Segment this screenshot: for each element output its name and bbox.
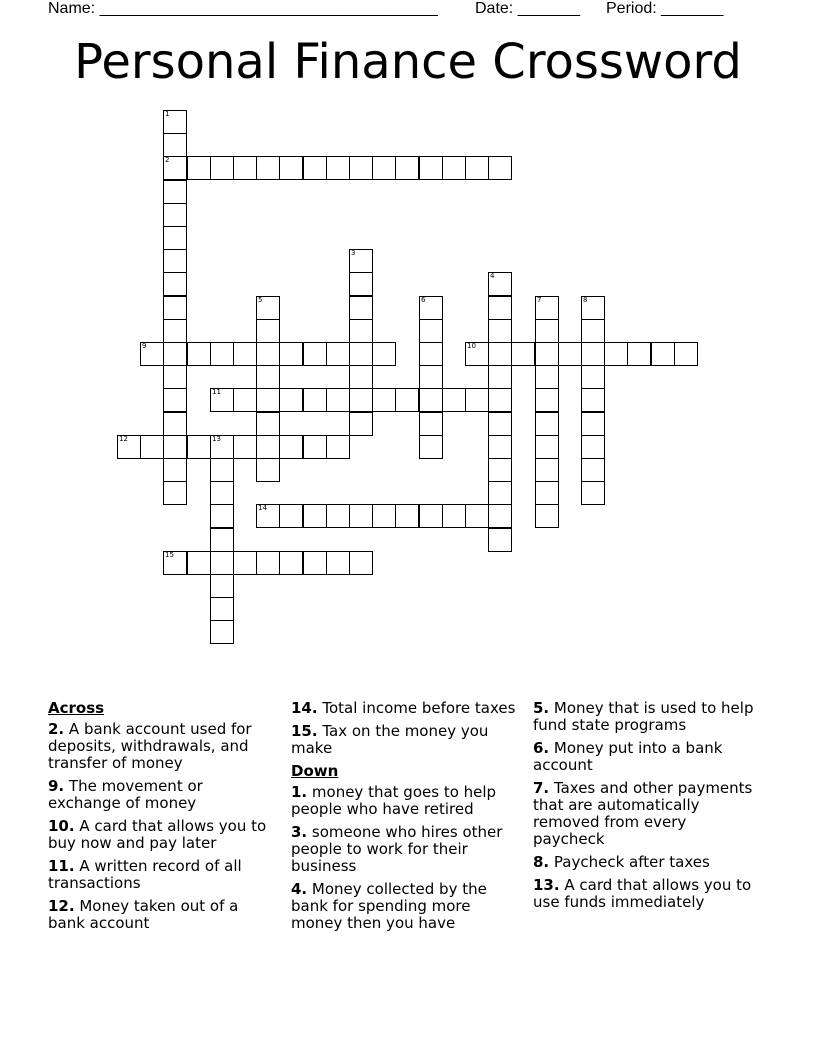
clue-text: A bank account used for deposits, withdrawals, and transfer of money: [48, 720, 252, 772]
clue-text: Money that is used to help fund state programs: [533, 699, 754, 734]
grid-cell[interactable]: [210, 388, 234, 412]
clue-number-label: 2.: [48, 720, 65, 738]
clue-number-label: 13.: [533, 876, 560, 894]
grid-cell[interactable]: [581, 435, 605, 459]
grid-cell[interactable]: [210, 528, 234, 552]
down-heading: Down: [291, 762, 339, 780]
page-title: Personal Finance Crossword: [74, 34, 742, 90]
grid-cell[interactable]: [535, 435, 559, 459]
grid-cell[interactable]: [256, 458, 280, 482]
grid-cell[interactable]: [419, 319, 443, 343]
grid-cell[interactable]: [326, 388, 350, 412]
clue-text: money that goes to help people who have retired: [291, 783, 497, 818]
date-field-label: Date: _______: [475, 0, 580, 17]
grid-cell[interactable]: [256, 319, 280, 343]
name-field-label: Name: ______________________________________: [48, 0, 438, 17]
grid-cell[interactable]: [210, 156, 234, 180]
grid-cell[interactable]: [488, 504, 512, 528]
grid-cell[interactable]: [163, 435, 187, 459]
grid-cell[interactable]: [163, 342, 187, 366]
clues-column-3: [533, 700, 761, 917]
grid-cell[interactable]: [210, 597, 234, 621]
clue-number: 7: [537, 296, 542, 304]
clue-number-label: 6.: [533, 739, 550, 757]
grid-cell[interactable]: [279, 156, 303, 180]
grid-cell[interactable]: [395, 156, 419, 180]
grid-cell[interactable]: [581, 365, 605, 389]
grid-cell[interactable]: [488, 365, 512, 389]
clue-text: Money put into a bank account: [533, 739, 723, 774]
clue-text: Taxes and other payments that are automatically removed from every paycheck: [533, 779, 753, 848]
grid-cell[interactable]: [349, 319, 373, 343]
grid-cell[interactable]: [140, 435, 164, 459]
clue-number-label: 15.: [291, 722, 318, 740]
clue-item: [291, 881, 519, 932]
grid-cell[interactable]: [279, 551, 303, 575]
grid-cell[interactable]: [488, 412, 512, 436]
grid-cell[interactable]: [488, 388, 512, 412]
grid-cell[interactable]: [233, 435, 257, 459]
grid-cell[interactable]: [210, 620, 234, 644]
grid-cell[interactable]: [349, 412, 373, 436]
across-heading: Across: [48, 699, 105, 717]
grid-cell[interactable]: [419, 435, 443, 459]
grid-cell[interactable]: [465, 342, 489, 366]
grid-cell[interactable]: [233, 388, 257, 412]
grid-cell[interactable]: [465, 504, 489, 528]
grid-cell[interactable]: [604, 342, 628, 366]
grid-cell[interactable]: [303, 342, 327, 366]
grid-cell[interactable]: [535, 412, 559, 436]
grid-cell[interactable]: [326, 504, 350, 528]
grid-cell[interactable]: [419, 388, 443, 412]
clue-number-label: 1.: [291, 783, 308, 801]
grid-cell[interactable]: [349, 156, 373, 180]
grid-cell[interactable]: [488, 528, 512, 552]
grid-cell[interactable]: [488, 458, 512, 482]
grid-cell[interactable]: [187, 435, 211, 459]
grid-cell[interactable]: [326, 435, 350, 459]
grid-cell[interactable]: [372, 342, 396, 366]
grid-cell[interactable]: [488, 296, 512, 320]
grid-cell[interactable]: [256, 435, 280, 459]
grid-cell[interactable]: [279, 435, 303, 459]
grid-cell[interactable]: [535, 458, 559, 482]
grid-cell[interactable]: [256, 412, 280, 436]
clue-text: someone who hires other people to work for their business: [291, 823, 503, 875]
grid-cell[interactable]: [419, 365, 443, 389]
grid-cell[interactable]: [163, 481, 187, 505]
grid-cell[interactable]: [442, 156, 466, 180]
grid-cell[interactable]: [349, 365, 373, 389]
grid-cell[interactable]: [163, 365, 187, 389]
grid-cell[interactable]: [187, 551, 211, 575]
grid-cell[interactable]: [210, 458, 234, 482]
grid-cell[interactable]: [233, 551, 257, 575]
grid-cell[interactable]: [581, 481, 605, 505]
grid-cell[interactable]: [465, 156, 489, 180]
grid-cell[interactable]: [210, 574, 234, 598]
down-clue-list-cont: [533, 700, 761, 911]
clue-number: 8: [583, 296, 588, 304]
grid-cell[interactable]: [535, 481, 559, 505]
grid-cell[interactable]: [256, 156, 280, 180]
clue-text: Money collected by the bank for spending more money then you have: [291, 880, 487, 932]
grid-cell[interactable]: [488, 272, 512, 296]
grid-cell[interactable]: [558, 342, 582, 366]
clue-text: A written record of all transactions: [48, 857, 242, 892]
grid-cell[interactable]: [419, 296, 443, 320]
grid-cell[interactable]: [372, 504, 396, 528]
grid-cell[interactable]: [326, 551, 350, 575]
clue-text: Tax on the money you make: [291, 722, 489, 757]
grid-cell[interactable]: [326, 342, 350, 366]
grid-cell[interactable]: [419, 156, 443, 180]
clue-item: [48, 818, 276, 852]
grid-cell[interactable]: [581, 412, 605, 436]
down-clue-list: [291, 784, 519, 932]
clue-item: [533, 740, 761, 774]
grid-cell[interactable]: [303, 388, 327, 412]
grid-cell[interactable]: [349, 272, 373, 296]
grid-cell[interactable]: [488, 156, 512, 180]
grid-cell[interactable]: [372, 388, 396, 412]
grid-cell[interactable]: [535, 504, 559, 528]
grid-cell[interactable]: [627, 342, 651, 366]
grid-cell[interactable]: [488, 319, 512, 343]
grid-cell[interactable]: [163, 412, 187, 436]
grid-cell[interactable]: [349, 388, 373, 412]
grid-cell[interactable]: [117, 435, 141, 459]
clue-number: 15: [165, 551, 174, 559]
grid-cell[interactable]: [349, 551, 373, 575]
grid-cell[interactable]: [349, 296, 373, 320]
grid-cell[interactable]: [187, 342, 211, 366]
grid-cell[interactable]: [419, 412, 443, 436]
clue-number-label: 12.: [48, 897, 75, 915]
clue-item: [291, 824, 519, 875]
clue-number: 3: [351, 249, 356, 257]
clues-column-2: [291, 700, 519, 938]
grid-cell[interactable]: [256, 551, 280, 575]
grid-cell[interactable]: [256, 504, 280, 528]
grid-cell[interactable]: [163, 319, 187, 343]
grid-cell[interactable]: [163, 203, 187, 227]
grid-cell[interactable]: [372, 156, 396, 180]
grid-cell[interactable]: [163, 458, 187, 482]
grid-cell[interactable]: [488, 481, 512, 505]
grid-cell[interactable]: [419, 504, 443, 528]
grid-cell[interactable]: [303, 504, 327, 528]
grid-cell[interactable]: [535, 388, 559, 412]
clue-text: Paycheck after taxes: [549, 853, 710, 871]
grid-cell[interactable]: [256, 365, 280, 389]
grid-cell[interactable]: [187, 156, 211, 180]
grid-cell[interactable]: [535, 319, 559, 343]
clue-item: [291, 700, 519, 717]
clue-item: [48, 721, 276, 772]
grid-cell[interactable]: [442, 388, 466, 412]
grid-cell[interactable]: [279, 342, 303, 366]
grid-cell[interactable]: [163, 296, 187, 320]
clue-text: The movement or exchange of money: [48, 777, 203, 812]
grid-cell[interactable]: [651, 342, 675, 366]
grid-cell[interactable]: [233, 156, 257, 180]
clue-number: 2: [165, 156, 170, 164]
grid-cell[interactable]: [535, 296, 559, 320]
grid-cell[interactable]: [349, 504, 373, 528]
clue-item: [533, 877, 761, 911]
clue-number: 10: [467, 342, 476, 350]
grid-cell[interactable]: [233, 342, 257, 366]
grid-cell[interactable]: [279, 388, 303, 412]
clue-item: [533, 700, 761, 734]
grid-cell[interactable]: [535, 365, 559, 389]
grid-cell[interactable]: [419, 342, 443, 366]
grid-cell[interactable]: [140, 342, 164, 366]
clue-number: 13: [212, 435, 221, 443]
clue-item: [291, 784, 519, 818]
across-clue-list: [48, 721, 276, 932]
clue-number-label: 8.: [533, 853, 550, 871]
clue-number: 6: [421, 296, 426, 304]
clue-text: Money taken out of a bank account: [48, 897, 239, 932]
grid-cell[interactable]: [488, 342, 512, 366]
grid-cell[interactable]: [581, 342, 605, 366]
grid-cell[interactable]: [395, 504, 419, 528]
grid-cell[interactable]: [511, 342, 535, 366]
clues-column-1: [48, 700, 276, 938]
clue-item: [48, 898, 276, 932]
grid-cell[interactable]: [349, 342, 373, 366]
grid-cell[interactable]: [163, 272, 187, 296]
grid-cell[interactable]: [163, 110, 187, 134]
clue-number: 11: [212, 388, 221, 396]
grid-cell[interactable]: [581, 458, 605, 482]
clue-text: Total income before taxes: [317, 699, 516, 717]
grid-cell[interactable]: [581, 388, 605, 412]
grid-cell[interactable]: [326, 156, 350, 180]
period-field-label: Period: _______: [606, 0, 724, 17]
grid-cell[interactable]: [210, 435, 234, 459]
grid-cell[interactable]: [256, 296, 280, 320]
grid-cell[interactable]: [256, 388, 280, 412]
across-clue-list-cont: [291, 700, 519, 757]
clue-number-label: 9.: [48, 777, 65, 795]
clue-item: [291, 723, 519, 757]
clue-text: A card that allows you to use funds immediately: [533, 876, 752, 911]
grid-cell[interactable]: [163, 226, 187, 250]
grid-cell[interactable]: [163, 388, 187, 412]
clue-number: 14: [258, 504, 267, 512]
grid-cell[interactable]: [210, 481, 234, 505]
grid-cell[interactable]: [163, 551, 187, 575]
clue-number: 5: [258, 296, 263, 304]
grid-cell[interactable]: [210, 342, 234, 366]
clue-number-label: 7.: [533, 779, 550, 797]
grid-cell[interactable]: [303, 551, 327, 575]
clue-text: A card that allows you to buy now and pay later: [48, 817, 267, 852]
clue-number: 9: [142, 342, 147, 350]
grid-cell[interactable]: [256, 342, 280, 366]
grid-cell[interactable]: [465, 388, 489, 412]
clue-number-label: 14.: [291, 699, 318, 717]
clue-item: [533, 854, 761, 871]
grid-cell[interactable]: [581, 296, 605, 320]
grid-cell[interactable]: [349, 249, 373, 273]
clue-item: [48, 858, 276, 892]
grid-cell[interactable]: [210, 504, 234, 528]
grid-cell[interactable]: [163, 133, 187, 157]
grid-cell[interactable]: [581, 319, 605, 343]
grid-cell[interactable]: [210, 551, 234, 575]
grid-cell[interactable]: [163, 249, 187, 273]
clue-number-label: 11.: [48, 857, 75, 875]
grid-cell[interactable]: [163, 180, 187, 204]
grid-cell[interactable]: [674, 342, 698, 366]
clue-number: 4: [490, 272, 495, 280]
grid-cell[interactable]: [442, 504, 466, 528]
clue-number-label: 4.: [291, 880, 308, 898]
grid-cell[interactable]: [303, 156, 327, 180]
grid-cell[interactable]: [535, 342, 559, 366]
grid-cell[interactable]: [303, 435, 327, 459]
clue-number: 1: [165, 110, 170, 118]
clue-number-label: 10.: [48, 817, 75, 835]
clue-number: 12: [119, 435, 128, 443]
grid-cell[interactable]: [163, 156, 187, 180]
clue-item: [533, 780, 761, 848]
grid-cell[interactable]: [488, 435, 512, 459]
grid-cell[interactable]: [279, 504, 303, 528]
clue-number-label: 5.: [533, 699, 550, 717]
grid-cell[interactable]: [395, 388, 419, 412]
clue-number-label: 3.: [291, 823, 308, 841]
clue-item: [48, 778, 276, 812]
